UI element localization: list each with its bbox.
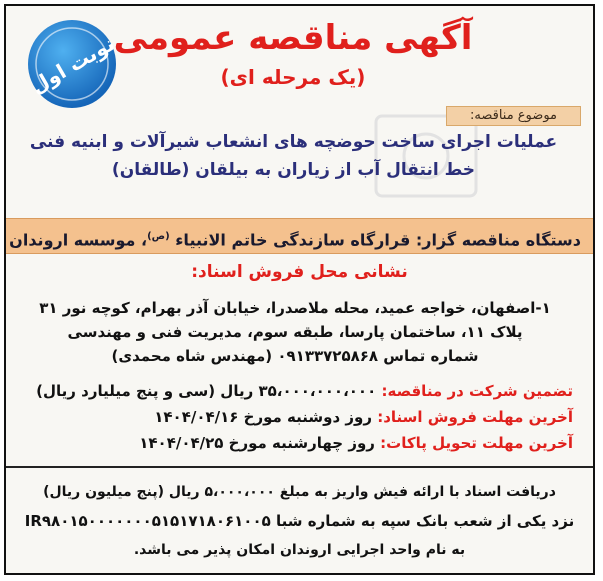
badge-label: نوبت اول <box>26 31 118 99</box>
subject-line-2: خط انتقال آب از زیاران به بیلقان (طالقان) <box>111 160 476 180</box>
footer-line-3: به نام واحد اجرایی اروندان امکان پذیر می باشد. <box>133 542 466 558</box>
first-round-badge-icon <box>26 18 118 110</box>
address-line: پلاک ۱۱، ساختمان پارسا، طبقه سوم، مدیریت فنی و مهندسی <box>67 323 523 341</box>
detail-value: ۳۵،۰۰۰،۰۰۰،۰۰۰ ریال (سی و پنج میلیارد ریال) <box>36 382 377 400</box>
authority-value: قرارگاه سازندگی خاتم الانبیاء <box>175 230 411 250</box>
tender-notice <box>4 4 595 575</box>
address-block <box>15 296 575 368</box>
authority-org: ، موسسه اروندان <box>9 230 148 250</box>
detail-label: تضمین شرکت در مناقصه: <box>381 382 573 400</box>
detail-row-guarantee <box>36 380 573 402</box>
tender-authority <box>6 218 593 254</box>
footer-line-2: نزد یکی از شعب بانک سپه به شماره شبا IR۹۸۰۱۵۰۰۰۰۰۰۰۵۱۵۱۷۱۸۰۶۱۰۰۵ <box>24 512 575 530</box>
authority-label: دستگاه مناقصه گزار: <box>415 230 581 250</box>
subject-line-1: عملیات اجرای ساخت حوضچه های انشعاب شیرآلات و ابنیه فنی <box>29 132 558 152</box>
detail-label: آخرین مهلت تحویل پاکات: <box>380 434 573 452</box>
detail-row-sale-deadline <box>154 406 573 428</box>
address-line: شماره تماس ۰۹۱۳۳۷۲۵۸۶۸ (مهندس شاه محمدی) <box>111 347 479 365</box>
detail-value: روز دوشنبه مورخ ۱۴۰۴/۰۴/۱۶ <box>154 408 372 426</box>
detail-value: روز چهارشنبه مورخ ۱۴۰۴/۰۴/۲۵ <box>139 434 375 452</box>
address-heading: نشانی محل فروش اسناد: <box>191 262 408 282</box>
section-divider <box>6 466 593 468</box>
notice-subtitle: (یک مرحله ای) <box>220 65 366 89</box>
detail-label: آخرین مهلت فروش اسناد: <box>377 408 573 426</box>
detail-row-submission-deadline <box>139 432 573 454</box>
address-line: ۱-اصفهان، خواجه عمید، محله ملاصدرا، خیابان آذر بهرام، کوچه نور ۳۱ <box>39 299 551 317</box>
notice-title: آگهی مناقصه عمومی <box>113 18 473 58</box>
footer-line-1: دریافت اسناد با ارائه فیش واریز به مبلغ ۵،۰۰۰،۰۰۰ ریال (پنج میلیون ریال) <box>43 484 556 500</box>
authority-honorific: (ص) <box>147 231 170 242</box>
subject-label: موضوع مناقصه: <box>446 106 581 126</box>
